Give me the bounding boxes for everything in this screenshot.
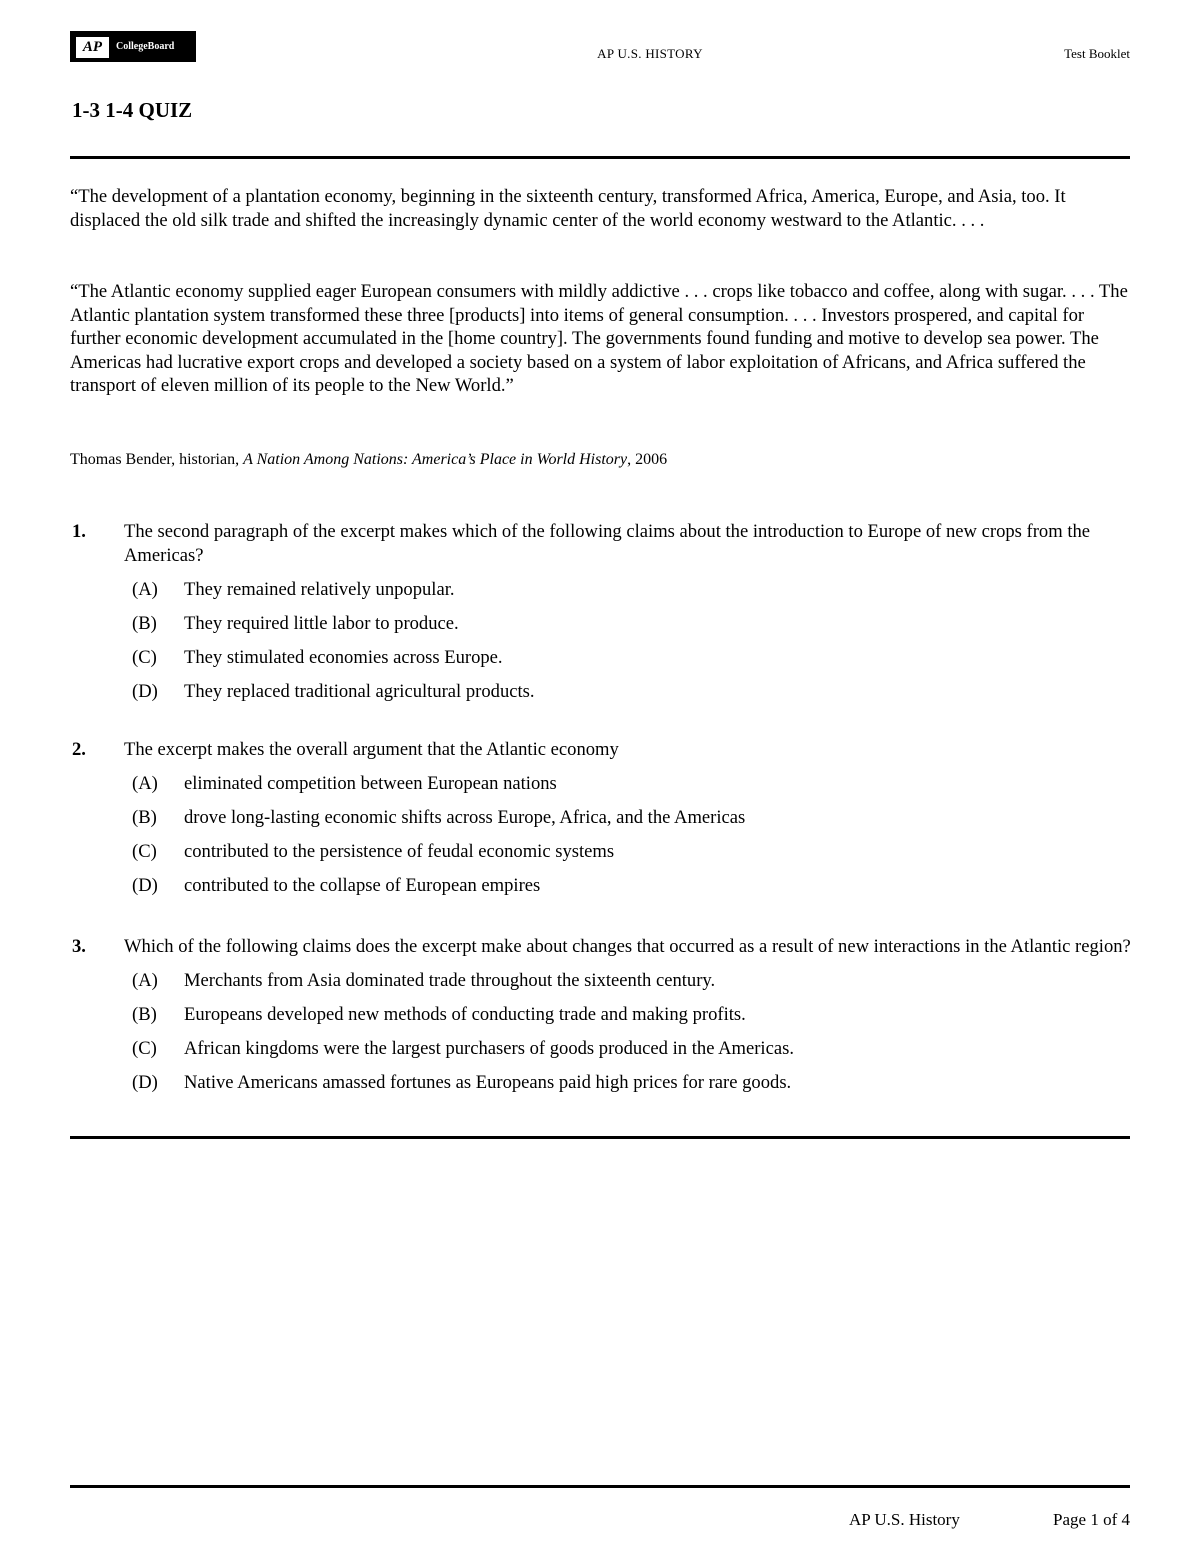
option-letter: (A)	[132, 773, 158, 794]
answer-option-c[interactable]	[132, 1037, 1132, 1061]
question-number: 3.	[72, 936, 86, 957]
header-booklet-label: Test Booklet	[1064, 46, 1130, 61]
question-3	[70, 935, 1132, 1095]
option-letter: (B)	[132, 807, 157, 828]
ap-collegeboard-logo	[70, 31, 196, 62]
questions-end-divider	[70, 1136, 1130, 1139]
answer-option-b[interactable]	[132, 806, 1132, 830]
option-letter: (A)	[132, 578, 158, 600]
answer-option-d[interactable]	[132, 1071, 1132, 1095]
passage-paragraph-2: “The Atlantic economy supplied eager European consumers with mildly addictive . . . crops like tobacco and coffee, along with sugar. . . . The Atlantic plantation system transformed these three [products] into items of general consumption. . . . Investors prospered, and capital for further economic development accumulated in the [home country]. The governments found funding and motive to develop sea power. The Americas had lucrative export crops and developed a society based on a system of labor exploitation of Africans, and Africa suffered the transport of eleven million of its people to the New World.”	[70, 281, 1128, 396]
option-letter: (C)	[132, 646, 157, 668]
answer-option-c[interactable]	[132, 840, 1132, 864]
collegeboard-logo-text: CollegeBoard	[116, 41, 175, 52]
question-stem: The excerpt makes the overall argument that the Atlantic economy	[124, 739, 619, 760]
question-1	[70, 520, 1132, 703]
header-subject: AP U.S. HISTORY	[597, 46, 703, 61]
passage-citation	[70, 450, 667, 470]
option-text: contributed to the persistence of feudal economic systems	[184, 841, 615, 862]
question-stem: The second paragraph of the excerpt makes which of the following claims about the introduction to Europe of new crops from the Americas?	[124, 521, 1091, 566]
question-stem: Which of the following claims does the excerpt make about changes that occurred as a result of new interactions in the Atlantic region?	[124, 936, 1131, 957]
option-text: eliminated competition between European nations	[184, 773, 557, 794]
option-text: African kingdoms were the largest purchasers of goods produced in the Americas.	[184, 1038, 794, 1059]
answer-option-a[interactable]	[132, 772, 1132, 796]
option-letter: (A)	[132, 970, 158, 991]
option-letter: (D)	[132, 1072, 158, 1093]
page-title: 1-3 1-4 QUIZ	[72, 98, 193, 122]
passage-paragraph-1: “The development of a plantation economy, beginning in the sixteenth century, transformed Africa, America, Europe, and Asia, too. It displaced the old silk trade and shifted the increasingly dynamic center of the world economy westward to the Atlantic. . . .	[70, 186, 1066, 231]
answer-option-b[interactable]	[132, 1003, 1132, 1027]
answer-option-a[interactable]	[132, 578, 1132, 602]
ap-logo-mark: AP	[76, 37, 109, 58]
option-letter: (B)	[132, 612, 157, 634]
question-number: 2.	[72, 739, 86, 760]
option-text: They required little labor to produce.	[184, 612, 459, 634]
citation-author: Thomas Bender, historian,	[70, 451, 240, 468]
answer-option-d[interactable]	[132, 874, 1132, 898]
option-text: Europeans developed new methods of conducting trade and making profits.	[184, 1004, 746, 1025]
option-text: drove long-lasting economic shifts across Europe, Africa, and the Americas	[184, 807, 746, 828]
option-text: Merchants from Asia dominated trade throughout the sixteenth century.	[184, 970, 716, 991]
option-text: contributed to the collapse of European empires	[184, 875, 541, 896]
header-divider	[70, 156, 1130, 159]
answer-option-b[interactable]	[132, 612, 1132, 636]
citation-year: , 2006	[627, 451, 668, 468]
citation-work: A Nation Among Nations: America’s Place in World History	[243, 451, 628, 468]
answer-option-d[interactable]	[132, 680, 1132, 704]
answer-option-a[interactable]	[132, 969, 1132, 993]
option-text: They stimulated economies across Europe.	[184, 646, 503, 668]
answer-option-c[interactable]	[132, 646, 1132, 670]
page-number: Page 1 of 4	[1053, 1510, 1130, 1529]
footer-divider	[70, 1485, 1130, 1488]
footer-subject: AP U.S. History	[849, 1510, 960, 1529]
option-letter: (C)	[132, 841, 157, 862]
option-letter: (D)	[132, 875, 158, 896]
option-letter: (C)	[132, 1038, 157, 1059]
question-number: 1.	[72, 521, 86, 542]
option-text: They replaced traditional agricultural products.	[184, 680, 535, 702]
option-letter: (B)	[132, 1004, 157, 1025]
option-text: They remained relatively unpopular.	[184, 578, 455, 600]
option-letter: (D)	[132, 680, 158, 702]
option-text: Native Americans amassed fortunes as Europeans paid high prices for rare goods.	[184, 1072, 792, 1093]
question-2	[70, 738, 1132, 898]
